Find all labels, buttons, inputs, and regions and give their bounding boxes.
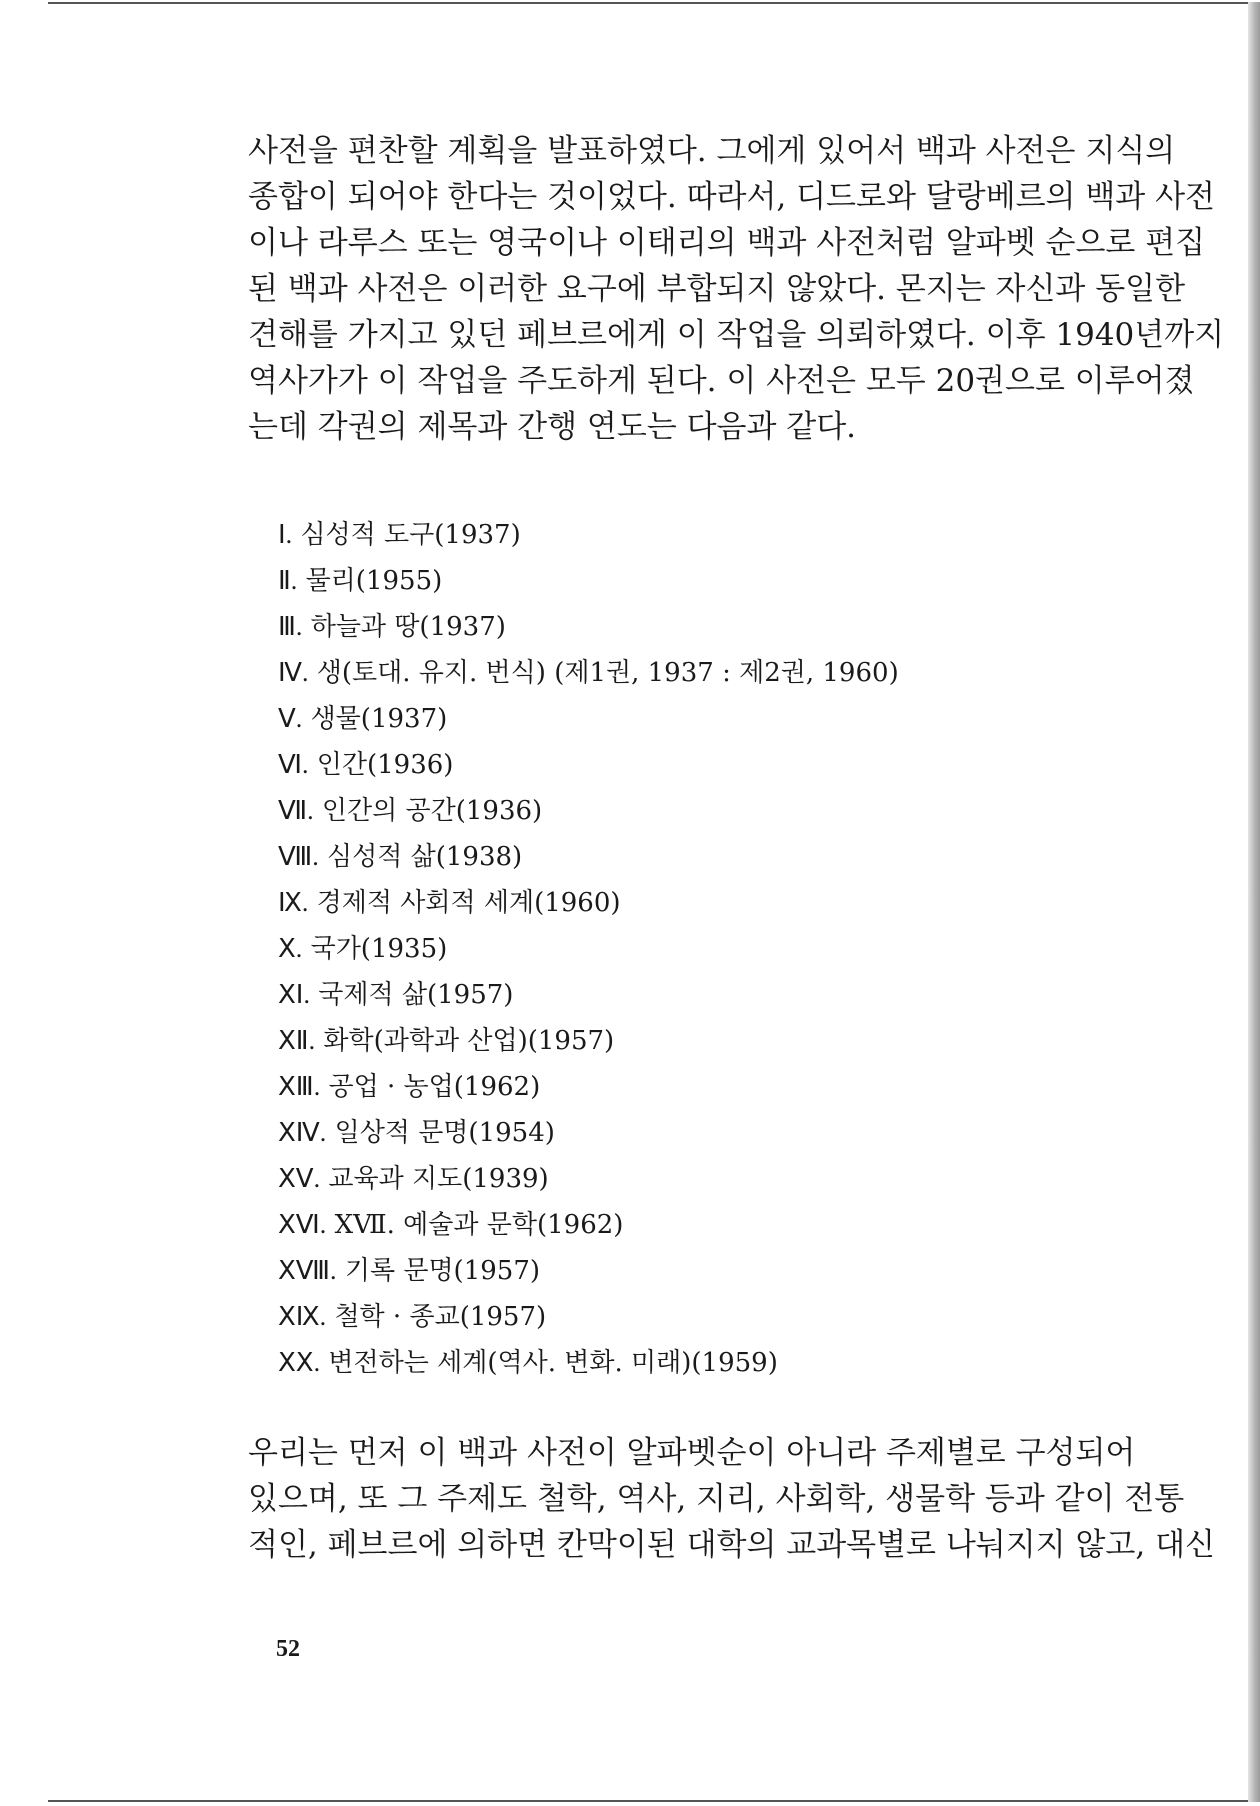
volume-numeral: ⅩⅩ.	[278, 1348, 321, 1377]
volume-title: ⅩⅦ. 예술과 문학(1962)	[334, 1210, 624, 1240]
volume-title: 생물(1937)	[310, 704, 448, 734]
text-line: 된 백과 사전은 이러한 요구에 부합되지 않았다. 몬지는 자신과 동일한	[248, 271, 1186, 307]
text-line: 종합이 되어야 한다는 것이었다. 따라서, 디드로와 달랑베르의 백과 사전	[248, 179, 1215, 215]
volume-item	[278, 512, 899, 558]
volume-numeral: ⅩⅤ.	[278, 1164, 321, 1193]
volume-numeral: Ⅵ.	[278, 750, 309, 779]
volume-title: 기록 문명(1957)	[344, 1256, 541, 1286]
volume-numeral: ⅩⅣ.	[278, 1118, 327, 1147]
text-line: 있으며, 또 그 주제도 철학, 역사, 지리, 사회학, 생물학 등과 같이 전통	[248, 1481, 1185, 1517]
volume-numeral: Ⅴ.	[278, 704, 303, 733]
volume-numeral: ⅩⅥ.	[278, 1210, 327, 1239]
volume-numeral: ⅩⅠ.	[278, 980, 310, 1009]
volume-title: 공업 · 농업(1962)	[328, 1072, 541, 1102]
volume-item	[278, 1110, 899, 1156]
text-line: 우리는 먼저 이 백과 사전이 알파벳순이 아니라 주제별로 구성되어	[248, 1435, 1136, 1471]
volume-numeral: Ⅸ.	[278, 888, 309, 917]
volume-item	[278, 1018, 899, 1064]
volume-item	[278, 742, 899, 788]
volume-title: 변전하는 세계(역사. 변화. 미래)(1959)	[328, 1348, 778, 1378]
volume-item	[278, 1156, 899, 1202]
volume-item	[278, 788, 899, 834]
outro-paragraph	[248, 1430, 1215, 1568]
volume-item	[278, 972, 899, 1018]
text-line: 이나 라루스 또는 영국이나 이태리의 백과 사전처럼 알파벳 순으로 편집	[248, 225, 1206, 261]
volume-item	[278, 1064, 899, 1110]
text-line: 견해를 가지고 있던 페브르에게 이 작업을 의뢰하였다. 이후 1940년까지	[248, 317, 1225, 353]
volume-numeral: Ⅰ.	[278, 520, 293, 549]
page-number: 52	[276, 1636, 300, 1662]
volume-item	[278, 696, 899, 742]
text-line: 역사가가 이 작업을 주도하게 된다. 이 사전은 모두 20권으로 이루어졌	[248, 363, 1195, 399]
volume-title: 철학 · 종교(1957)	[334, 1302, 547, 1332]
volume-item	[278, 604, 899, 650]
intro-paragraph	[248, 128, 1225, 450]
volume-title: 인간의 공간(1936)	[321, 796, 543, 826]
volume-numeral: Ⅲ.	[278, 612, 303, 641]
volume-item	[278, 1248, 899, 1294]
volume-title: 인간(1936)	[316, 750, 454, 780]
volume-numeral: Ⅳ.	[278, 658, 309, 687]
text-line: 는데 각권의 제목과 간행 연도는 다음과 같다.	[248, 409, 857, 445]
volume-item	[278, 926, 899, 972]
volume-title: 경제적 사회적 세계(1960)	[316, 888, 621, 918]
volume-item	[278, 1202, 899, 1248]
volume-item	[278, 558, 899, 604]
volume-item	[278, 1340, 899, 1386]
volume-list	[278, 512, 899, 1386]
volume-numeral: Ⅷ.	[278, 842, 319, 871]
text-line: 사전을 편찬할 계획을 발표하였다. 그에게 있어서 백과 사전은 지식의	[248, 133, 1176, 169]
volume-title: 생(토대. 유지. 번식) (제1권, 1937 : 제2권, 1960)	[316, 658, 899, 688]
volume-numeral: ⅩⅡ.	[278, 1026, 316, 1055]
volume-title: 하늘과 땅(1937)	[310, 612, 506, 642]
volume-title: 국제적 삶(1957)	[318, 980, 514, 1010]
volume-numeral: Ⅱ.	[278, 566, 298, 595]
volume-title: 화학(과학과 산업)(1957)	[323, 1026, 615, 1056]
volume-title: 심성적 도구(1937)	[300, 520, 521, 550]
volume-title: 일상적 문명(1954)	[334, 1118, 555, 1148]
volume-numeral: ⅩⅧ.	[278, 1256, 337, 1285]
volume-item	[278, 834, 899, 880]
volume-numeral: ⅩⅨ.	[278, 1302, 327, 1331]
volume-title: 교육과 지도(1939)	[328, 1164, 549, 1194]
volume-numeral: Ⅹ.	[278, 934, 303, 963]
volume-item	[278, 880, 899, 926]
volume-title: 물리(1955)	[305, 566, 443, 596]
volume-title: 심성적 삶(1938)	[327, 842, 523, 872]
volume-numeral: ⅩⅢ.	[278, 1072, 321, 1101]
volume-title: 국가(1935)	[310, 934, 448, 964]
volume-item	[278, 650, 899, 696]
text-line: 적인, 페브르에 의하면 칸막이된 대학의 교과목별로 나눠지지 않고, 대신	[248, 1527, 1215, 1563]
volume-item	[278, 1294, 899, 1340]
page-edge	[1248, 2, 1260, 1802]
volume-numeral: Ⅶ.	[278, 796, 314, 825]
